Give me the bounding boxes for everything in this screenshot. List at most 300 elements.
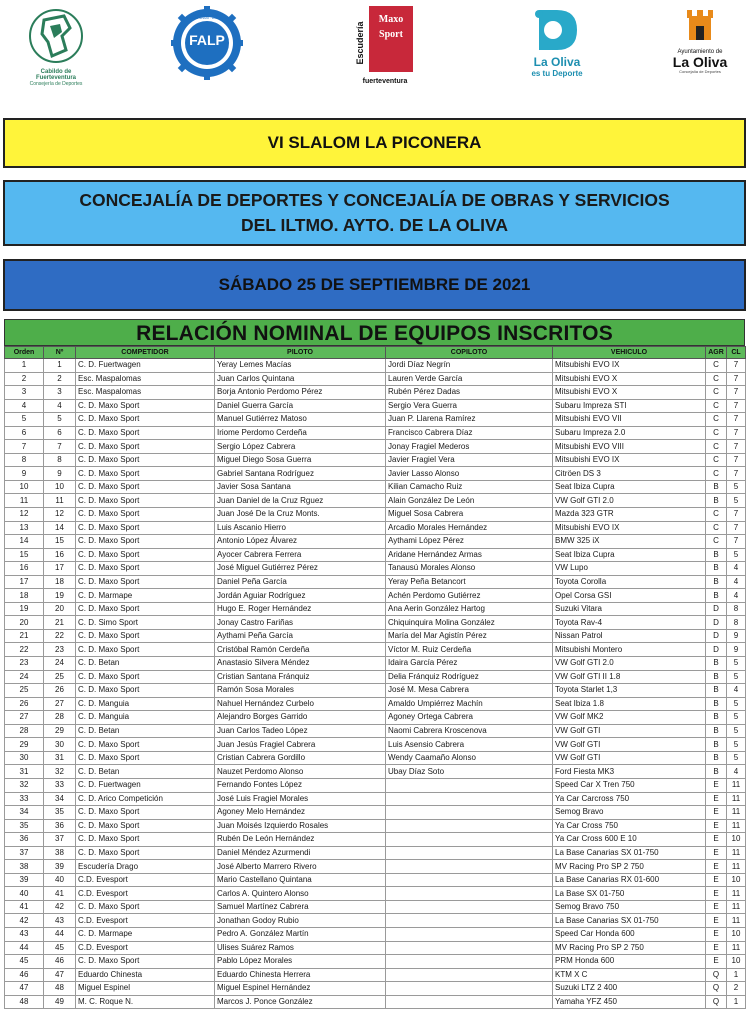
cell-copiloto: Jonay Fragiel Mederos <box>386 440 553 454</box>
cell-piloto: Pedro A. González Martín <box>215 927 386 941</box>
cell-piloto: José Luis Fragiel Morales <box>215 792 386 806</box>
cell-piloto: Agoney Melo Hernández <box>215 806 386 820</box>
cell-copiloto <box>386 941 553 955</box>
cell-piloto: Cristian Cabrera Gordillo <box>215 751 386 765</box>
cell-competidor: C. D. Maxo Sport <box>76 629 215 643</box>
cell-piloto: Luis Ascanio Hierro <box>215 521 386 535</box>
table-row <box>5 887 746 901</box>
cell-competidor: C. D. Maxo Sport <box>76 684 215 698</box>
cell-copiloto: Delia Fránquiz Rodríguez <box>386 670 553 684</box>
cell-vehiculo: La Base Canarias SX 01-750 <box>553 914 706 928</box>
cell-piloto: Juan Jesús Fragiel Cabrera <box>215 738 386 752</box>
entry-table <box>4 346 746 1009</box>
cell-numero: 39 <box>44 860 76 874</box>
cell-agr: D <box>706 629 727 643</box>
cell-agr: C <box>706 467 727 481</box>
cell-vehiculo: VW Golf GTI 2.0 <box>553 494 706 508</box>
cell-cl: 9 <box>727 629 746 643</box>
cell-piloto: Rubén De León Hernández <box>215 833 386 847</box>
cell-piloto: Hugo E. Roger Hernández <box>215 602 386 616</box>
table-row <box>5 386 746 400</box>
cell-piloto: Samuel Martínez Cabrera <box>215 900 386 914</box>
cell-piloto: Jordán Aguiar Rodríguez <box>215 589 386 603</box>
escuderia-logo <box>355 6 415 90</box>
falp-logo <box>165 6 249 85</box>
cell-copiloto: Aythami López Pérez <box>386 535 553 549</box>
cell-vehiculo: Ya Car Cross 600 E 10 <box>553 833 706 847</box>
cell-numero: 41 <box>44 887 76 901</box>
cell-cl: 11 <box>727 778 746 792</box>
cell-vehiculo: VW Golf GTI II 1.8 <box>553 670 706 684</box>
cell-numero: 16 <box>44 548 76 562</box>
cabildo-emblem-icon <box>24 6 88 68</box>
cell-orden: 30 <box>5 751 44 765</box>
cell-numero: 49 <box>44 995 76 1009</box>
cell-vehiculo: Opel Corsa GSI <box>553 589 706 603</box>
table-row <box>5 657 746 671</box>
cell-piloto: Cristóbal Ramón Cerdeña <box>215 643 386 657</box>
cell-cl: 1 <box>727 968 746 982</box>
cell-orden: 33 <box>5 792 44 806</box>
cabildo-name: Cabildo de Fuerteventura <box>35 69 76 81</box>
cell-piloto: Gabriel Santana Rodríguez <box>215 467 386 481</box>
cell-vehiculo: VW Golf GTI 2.0 <box>553 657 706 671</box>
cell-copiloto: Arcadio Morales Hernández <box>386 521 553 535</box>
cell-copiloto: Aridane Hernández Armas <box>386 548 553 562</box>
cell-piloto: Juan José De la Cruz Monts. <box>215 508 386 522</box>
cell-vehiculo: VW Golf GTI <box>553 738 706 752</box>
cell-cl: 5 <box>727 670 746 684</box>
cell-vehiculo: Speed Car Honda 600 <box>553 927 706 941</box>
cell-orden: 13 <box>5 521 44 535</box>
table-row <box>5 995 746 1009</box>
cell-numero: 22 <box>44 629 76 643</box>
cell-numero: 8 <box>44 453 76 467</box>
cell-orden: 8 <box>5 453 44 467</box>
cell-cl: 7 <box>727 413 746 427</box>
cell-piloto: Anastasio Silvera Méndez <box>215 657 386 671</box>
sponsor-logos <box>0 0 749 95</box>
cell-orden: 6 <box>5 426 44 440</box>
cell-vehiculo: Toyota Starlet 1,3 <box>553 684 706 698</box>
cell-competidor: C. D. Maxo Sport <box>76 453 215 467</box>
cell-numero: 2 <box>44 372 76 386</box>
cell-competidor: C. D. Maxo Sport <box>76 521 215 535</box>
cell-copiloto <box>386 806 553 820</box>
table-row <box>5 508 746 522</box>
cell-vehiculo: La Base Canarias SX 01-750 <box>553 846 706 860</box>
organizer-line-2: DEL ILTMO. AYTO. DE LA OLIVA <box>240 215 509 235</box>
cell-competidor: C. D. Maxo Sport <box>76 399 215 413</box>
cell-orden: 2 <box>5 372 44 386</box>
table-row <box>5 955 746 969</box>
escuderia-word: Escudería <box>355 21 365 65</box>
cell-vehiculo: Suzuki LTZ 2 400 <box>553 982 706 996</box>
cell-copiloto: Juan P. Llarena Ramírez <box>386 413 553 427</box>
entry-list-title: RELACIÓN NOMINAL DE EQUIPOS INSCRITOS <box>4 319 745 346</box>
cell-copiloto: Idaira García Pérez <box>386 657 553 671</box>
cell-competidor: C. D. Maxo Sport <box>76 751 215 765</box>
table-row <box>5 413 746 427</box>
cell-numero: 27 <box>44 697 76 711</box>
cell-piloto: Manuel Gutiérrez Matoso <box>215 413 386 427</box>
cell-competidor: C.D. Evesport <box>76 914 215 928</box>
cell-cl: 11 <box>727 914 746 928</box>
cell-cl: 9 <box>727 643 746 657</box>
cell-orden: 32 <box>5 778 44 792</box>
cell-cl: 10 <box>727 833 746 847</box>
cell-piloto: Marcos J. Ponce González <box>215 995 386 1009</box>
entry-list <box>4 319 745 1009</box>
cell-cl: 5 <box>727 494 746 508</box>
cell-numero: 46 <box>44 955 76 969</box>
cell-copiloto <box>386 846 553 860</box>
col-piloto: PILOTO <box>215 347 386 359</box>
cell-agr: C <box>706 399 727 413</box>
cell-numero: 43 <box>44 914 76 928</box>
cell-cl: 7 <box>727 521 746 535</box>
col-cl: CL <box>727 347 746 359</box>
cell-vehiculo: Seat Ibiza 1.8 <box>553 697 706 711</box>
cell-copiloto: José M. Mesa Cabrera <box>386 684 553 698</box>
cell-competidor: C. D. Manguia <box>76 711 215 725</box>
ayto-logo <box>665 6 735 74</box>
cell-numero: 20 <box>44 602 76 616</box>
cell-copiloto: Kilian Camacho Ruiz <box>386 480 553 494</box>
cell-cl: 5 <box>727 724 746 738</box>
laoliva-deporte-logo <box>520 6 594 78</box>
cell-piloto: Ramón Sosa Morales <box>215 684 386 698</box>
cell-agr: E <box>706 887 727 901</box>
cell-competidor: C.D. Evesport <box>76 887 215 901</box>
cell-vehiculo: Mitsubishi EVO IX <box>553 521 706 535</box>
cell-agr: E <box>706 927 727 941</box>
falp-name: FALP <box>189 32 225 48</box>
cell-agr: E <box>706 792 727 806</box>
cell-copiloto: Amaldo Umpiérrez Machín <box>386 697 553 711</box>
cell-cl: 7 <box>727 372 746 386</box>
cell-agr: B <box>706 480 727 494</box>
cell-agr: B <box>706 738 727 752</box>
cell-numero: 40 <box>44 873 76 887</box>
cell-copiloto: Yeray Peña Betancort <box>386 575 553 589</box>
ayto-line2: La Oliva <box>672 54 728 70</box>
cell-agr: B <box>706 724 727 738</box>
cell-agr: C <box>706 453 727 467</box>
cell-agr: B <box>706 657 727 671</box>
cell-cl: 11 <box>727 846 746 860</box>
cell-piloto: Eduardo Chinesta Herrera <box>215 968 386 982</box>
cell-agr: Q <box>706 968 727 982</box>
cell-copiloto: Francisco Cabrera Díaz <box>386 426 553 440</box>
cell-copiloto: Ubay Díaz Soto <box>386 765 553 779</box>
cell-cl: 4 <box>727 684 746 698</box>
laoliva-sub: es tu Deporte <box>531 69 583 78</box>
cell-vehiculo: Yamaha YFZ 450 <box>553 995 706 1009</box>
cell-orden: 26 <box>5 697 44 711</box>
table-row <box>5 914 746 928</box>
cell-competidor: C. D. Maxo Sport <box>76 562 215 576</box>
table-row <box>5 494 746 508</box>
cell-vehiculo: VW Golf GTI <box>553 751 706 765</box>
cell-cl: 11 <box>727 860 746 874</box>
cell-numero: 1 <box>44 359 76 373</box>
cell-vehiculo: Seat Ibiza Cupra <box>553 548 706 562</box>
cell-agr: B <box>706 765 727 779</box>
table-row <box>5 941 746 955</box>
cell-vehiculo: VW Golf GTI <box>553 724 706 738</box>
cell-competidor: Esc. Maspalomas <box>76 372 215 386</box>
cell-vehiculo: MV Racing Pro SP 2 750 <box>553 860 706 874</box>
cell-competidor: C. D. Maxo Sport <box>76 426 215 440</box>
table-row <box>5 372 746 386</box>
cell-competidor: C. D. Simo Sport <box>76 616 215 630</box>
cell-copiloto: Chiquinquira Molina González <box>386 616 553 630</box>
cell-vehiculo: Semog Bravo <box>553 806 706 820</box>
cell-copiloto <box>386 982 553 996</box>
table-row <box>5 359 746 373</box>
cell-vehiculo: VW Golf MK2 <box>553 711 706 725</box>
cell-piloto: Fernando Fontes López <box>215 778 386 792</box>
cell-agr: E <box>706 833 727 847</box>
cell-piloto: Juan Carlos Quintana <box>215 372 386 386</box>
cell-cl: 7 <box>727 453 746 467</box>
cell-competidor: C. D. Maxo Sport <box>76 819 215 833</box>
cell-orden: 35 <box>5 819 44 833</box>
table-row <box>5 765 746 779</box>
cell-piloto: Juan Carlos Tadeo López <box>215 724 386 738</box>
cell-agr: B <box>706 684 727 698</box>
cell-agr: B <box>706 562 727 576</box>
cell-orden: 15 <box>5 548 44 562</box>
cell-orden: 27 <box>5 711 44 725</box>
cell-numero: 26 <box>44 684 76 698</box>
cell-orden: 19 <box>5 602 44 616</box>
cell-competidor: C. D. Betan <box>76 724 215 738</box>
table-row <box>5 873 746 887</box>
cell-cl: 11 <box>727 819 746 833</box>
cell-competidor: C. D. Betan <box>76 765 215 779</box>
col-copiloto: COPILOTO <box>386 347 553 359</box>
table-row <box>5 440 746 454</box>
cell-cl: 7 <box>727 535 746 549</box>
cell-numero: 9 <box>44 467 76 481</box>
cell-copiloto <box>386 887 553 901</box>
cell-competidor: C. D. Maxo Sport <box>76 480 215 494</box>
cell-vehiculo: Semog Bravo 750 <box>553 900 706 914</box>
cell-vehiculo: Suzuki Vitara <box>553 602 706 616</box>
cell-piloto: Pablo López Morales <box>215 955 386 969</box>
cell-orden: 16 <box>5 562 44 576</box>
cell-orden: 7 <box>5 440 44 454</box>
cell-orden: 44 <box>5 941 44 955</box>
table-row <box>5 521 746 535</box>
cell-orden: 40 <box>5 887 44 901</box>
col-competidor: COMPETIDOR <box>76 347 215 359</box>
cell-cl: 7 <box>727 399 746 413</box>
cell-numero: 31 <box>44 751 76 765</box>
cell-copiloto <box>386 995 553 1009</box>
cell-agr: B <box>706 697 727 711</box>
cell-copiloto: Tanausú Morales Alonso <box>386 562 553 576</box>
cell-numero: 14 <box>44 521 76 535</box>
cell-cl: 7 <box>727 359 746 373</box>
maxo-word: Maxo <box>378 14 404 25</box>
cell-cl: 5 <box>727 480 746 494</box>
cell-competidor: M. C. Roque N. <box>76 995 215 1009</box>
cell-vehiculo: Mitsubishi Montero <box>553 643 706 657</box>
maxo-block <box>369 6 413 72</box>
cell-copiloto <box>386 792 553 806</box>
cell-vehiculo: Seat Ibiza Cupra <box>553 480 706 494</box>
cell-competidor: C. D. Maxo Sport <box>76 508 215 522</box>
cell-copiloto: Achén Perdomo Gutiérrez <box>386 589 553 603</box>
cell-cl: 5 <box>727 711 746 725</box>
table-row <box>5 548 746 562</box>
table-row <box>5 602 746 616</box>
cell-agr: B <box>706 711 727 725</box>
table-row <box>5 860 746 874</box>
cell-cl: 10 <box>727 955 746 969</box>
cell-cl: 4 <box>727 575 746 589</box>
cell-cl: 5 <box>727 657 746 671</box>
cell-numero: 10 <box>44 480 76 494</box>
table-row <box>5 982 746 996</box>
cell-numero: 36 <box>44 819 76 833</box>
cell-numero: 19 <box>44 589 76 603</box>
cell-competidor: C. D. Maxo Sport <box>76 494 215 508</box>
cell-orden: 36 <box>5 833 44 847</box>
cell-competidor: C. D. Maxo Sport <box>76 846 215 860</box>
table-row <box>5 751 746 765</box>
cell-copiloto <box>386 860 553 874</box>
cell-agr: D <box>706 602 727 616</box>
cell-agr: E <box>706 778 727 792</box>
cell-cl: 8 <box>727 602 746 616</box>
cell-orden: 25 <box>5 684 44 698</box>
cell-orden: 42 <box>5 914 44 928</box>
cell-cl: 8 <box>727 616 746 630</box>
cell-competidor: C. D. Fuertwagen <box>76 778 215 792</box>
cell-vehiculo: Mitsubishi EVO VIII <box>553 440 706 454</box>
cell-piloto: José Miguel Gutiérrez Pérez <box>215 562 386 576</box>
table-row <box>5 480 746 494</box>
cell-cl: 7 <box>727 426 746 440</box>
cell-orden: 14 <box>5 535 44 549</box>
cell-copiloto: Alain González De León <box>386 494 553 508</box>
cell-piloto: Ayocer Cabrera Ferrera <box>215 548 386 562</box>
cell-numero: 47 <box>44 968 76 982</box>
cell-competidor: C. D. Maxo Sport <box>76 548 215 562</box>
cell-cl: 11 <box>727 887 746 901</box>
cell-cl: 7 <box>727 467 746 481</box>
cell-orden: 37 <box>5 846 44 860</box>
cell-orden: 46 <box>5 968 44 982</box>
cell-competidor: C. D. Marmape <box>76 927 215 941</box>
table-row <box>5 453 746 467</box>
cell-orden: 28 <box>5 724 44 738</box>
table-row <box>5 927 746 941</box>
cell-vehiculo: Subaru Impreza 2.0 <box>553 426 706 440</box>
cell-piloto: Daniel Peña García <box>215 575 386 589</box>
cell-cl: 10 <box>727 927 746 941</box>
cell-cl: 7 <box>727 508 746 522</box>
cell-numero: 44 <box>44 927 76 941</box>
cell-agr: C <box>706 426 727 440</box>
cell-numero: 3 <box>44 386 76 400</box>
cell-vehiculo: Subaru Impreza STI <box>553 399 706 413</box>
cell-orden: 39 <box>5 873 44 887</box>
event-date: SÁBADO 25 DE SEPTIEMBRE DE 2021 <box>218 275 531 294</box>
cell-cl: 11 <box>727 941 746 955</box>
table-row <box>5 399 746 413</box>
cell-cl: 4 <box>727 589 746 603</box>
cell-cl: 5 <box>727 697 746 711</box>
cell-piloto: Jonay Castro Fariñas <box>215 616 386 630</box>
cell-vehiculo: KTM X C <box>553 968 706 982</box>
cell-copiloto: Luis Asensio Cabrera <box>386 738 553 752</box>
cell-numero: 7 <box>44 440 76 454</box>
table-row <box>5 629 746 643</box>
cell-competidor: C. D. Arico Competición <box>76 792 215 806</box>
table-row <box>5 589 746 603</box>
cell-competidor: C. D. Maxo Sport <box>76 440 215 454</box>
cell-vehiculo: Ford Fiesta MK3 <box>553 765 706 779</box>
cell-competidor: C. D. Betan <box>76 657 215 671</box>
cell-orden: 47 <box>5 982 44 996</box>
table-row <box>5 426 746 440</box>
cell-competidor: C. D. Manguia <box>76 697 215 711</box>
cell-agr: E <box>706 860 727 874</box>
cell-orden: 1 <box>5 359 44 373</box>
cell-numero: 24 <box>44 657 76 671</box>
cell-numero: 33 <box>44 778 76 792</box>
cell-orden: 12 <box>5 508 44 522</box>
cell-competidor: C. D. Maxo Sport <box>76 575 215 589</box>
cell-orden: 31 <box>5 765 44 779</box>
table-row <box>5 684 746 698</box>
col-vehiculo: VEHICULO <box>553 347 706 359</box>
cell-vehiculo: BMW 325 iX <box>553 535 706 549</box>
cell-vehiculo: Mitsubishi EVO IX <box>553 359 706 373</box>
cell-piloto: Juan Moisés Izquierdo Rosales <box>215 819 386 833</box>
organizer-banner <box>3 180 746 246</box>
cell-agr: Q <box>706 982 727 996</box>
cell-copiloto <box>386 927 553 941</box>
cell-agr: E <box>706 941 727 955</box>
cell-agr: B <box>706 548 727 562</box>
cell-agr: E <box>706 873 727 887</box>
table-row <box>5 562 746 576</box>
cell-competidor: C. D. Maxo Sport <box>76 535 215 549</box>
cell-vehiculo: Toyota Rav-4 <box>553 616 706 630</box>
sport-word: Sport <box>379 29 403 40</box>
table-row <box>5 778 746 792</box>
cell-agr: E <box>706 846 727 860</box>
fuerteventura-word: fuerteventura <box>362 78 408 85</box>
cell-vehiculo: Toyota Corolla <box>553 575 706 589</box>
cell-copiloto: Naomi Cabrera Kroscenova <box>386 724 553 738</box>
table-row <box>5 792 746 806</box>
cell-vehiculo: Citröen DS 3 <box>553 467 706 481</box>
cell-copiloto <box>386 968 553 982</box>
cell-competidor: C. D. Maxo Sport <box>76 670 215 684</box>
cell-copiloto <box>386 873 553 887</box>
table-body <box>5 359 746 1009</box>
cell-vehiculo: Mazda 323 GTR <box>553 508 706 522</box>
table-header-row <box>5 347 746 359</box>
date-banner <box>3 259 746 311</box>
